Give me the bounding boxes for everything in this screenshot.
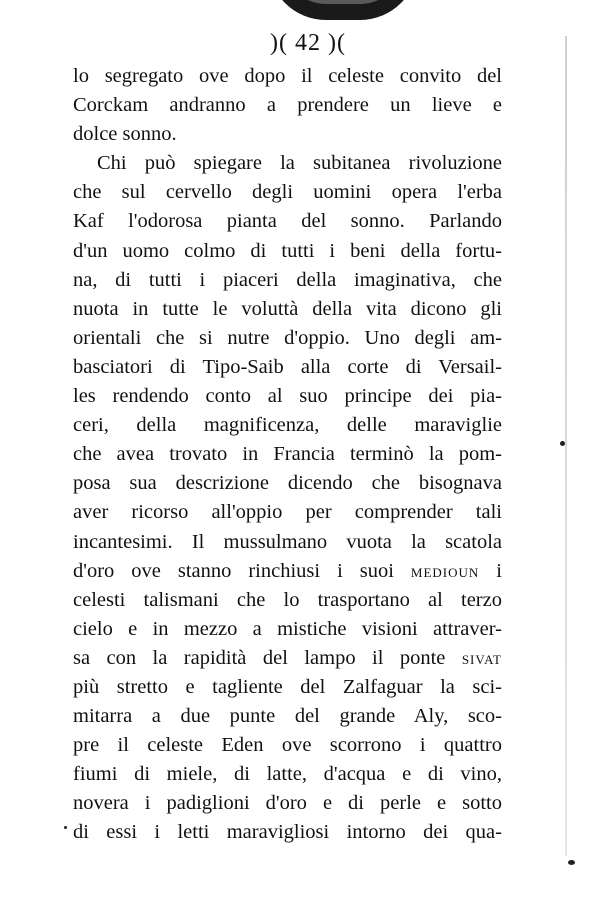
text-line: mitarra a due punte del grande Aly, sco-: [73, 705, 502, 728]
text-line: lo segregato ove dopo il celeste convito del: [73, 65, 502, 87]
ink-speck: [568, 860, 575, 865]
text-line: dolce sonno.: [73, 123, 177, 146]
text-line: novera i padiglioni d'oro e di perle e sotto: [73, 792, 502, 815]
page-number: )( 42 )(: [270, 30, 346, 56]
text-line: posa sua descrizione dicendo che bisognava: [73, 472, 502, 495]
text-line: les rendendo conto al suo principe dei pia-: [73, 385, 502, 408]
text-line: Corckam andranno a prendere un lieve e: [73, 94, 502, 117]
text-line: na, di tutti i piaceri della imaginativa, che: [73, 268, 502, 291]
text-run: d'oro ove stanno rinchiusi i suoi: [73, 559, 411, 582]
text-line: che avea trovato in Francia terminò la pom-: [73, 443, 502, 466]
small-caps-word: SIVAT: [461, 651, 502, 667]
text-run: i: [479, 559, 502, 582]
ink-speck: [64, 826, 67, 829]
text-line: celesti talismani che lo trasportano al terzo: [73, 588, 502, 611]
text-line: basciatori di Tipo-Saib alla corte di Versail-: [73, 355, 502, 378]
text-line: d'un uomo colmo di tutti i beni della fortu-: [73, 239, 502, 262]
text-line: di essi i letti maravigliosi intorno dei qua-: [73, 821, 502, 844]
text-line: nuota in tutte le voluttà della vita dicono gli: [73, 297, 502, 320]
text-line: incantesimi. Il mussulmano vuota la scatola: [73, 530, 502, 553]
text-run: sa con la rapidità del lampo il ponte: [73, 646, 462, 669]
text-line: cielo e in mezzo a mistiche visioni attraver-: [73, 617, 502, 640]
text-line: ceri, della magnificenza, delle maraviglie: [73, 414, 502, 437]
text-line: fiumi di miele, di latte, d'acqua e di vino,: [73, 763, 502, 786]
ink-speck: [560, 441, 565, 446]
text-line: pre il celeste Eden ove scorrono i quattro: [73, 734, 502, 757]
text-line: [73, 644, 502, 673]
text-line: che sul cervello degli uomini opera l'erba: [73, 181, 502, 204]
page-edge-line: [565, 36, 567, 856]
text-line: Chi può spiegare la subitanea rivoluzione: [97, 152, 502, 175]
small-caps-word: MEDIOUN: [410, 564, 480, 580]
text-line: più stretto e tagliente del Zalfaguar la sci-: [73, 675, 502, 698]
text-line: aver ricorso all'oppio per comprender tali: [73, 501, 502, 524]
text-line: Kaf l'odorosa pianta del sonno. Parlando: [73, 210, 502, 233]
body-text: [73, 62, 502, 848]
text-line: [73, 557, 502, 586]
text-line: orientali che si nutre d'oppio. Uno degli am-: [73, 326, 502, 349]
